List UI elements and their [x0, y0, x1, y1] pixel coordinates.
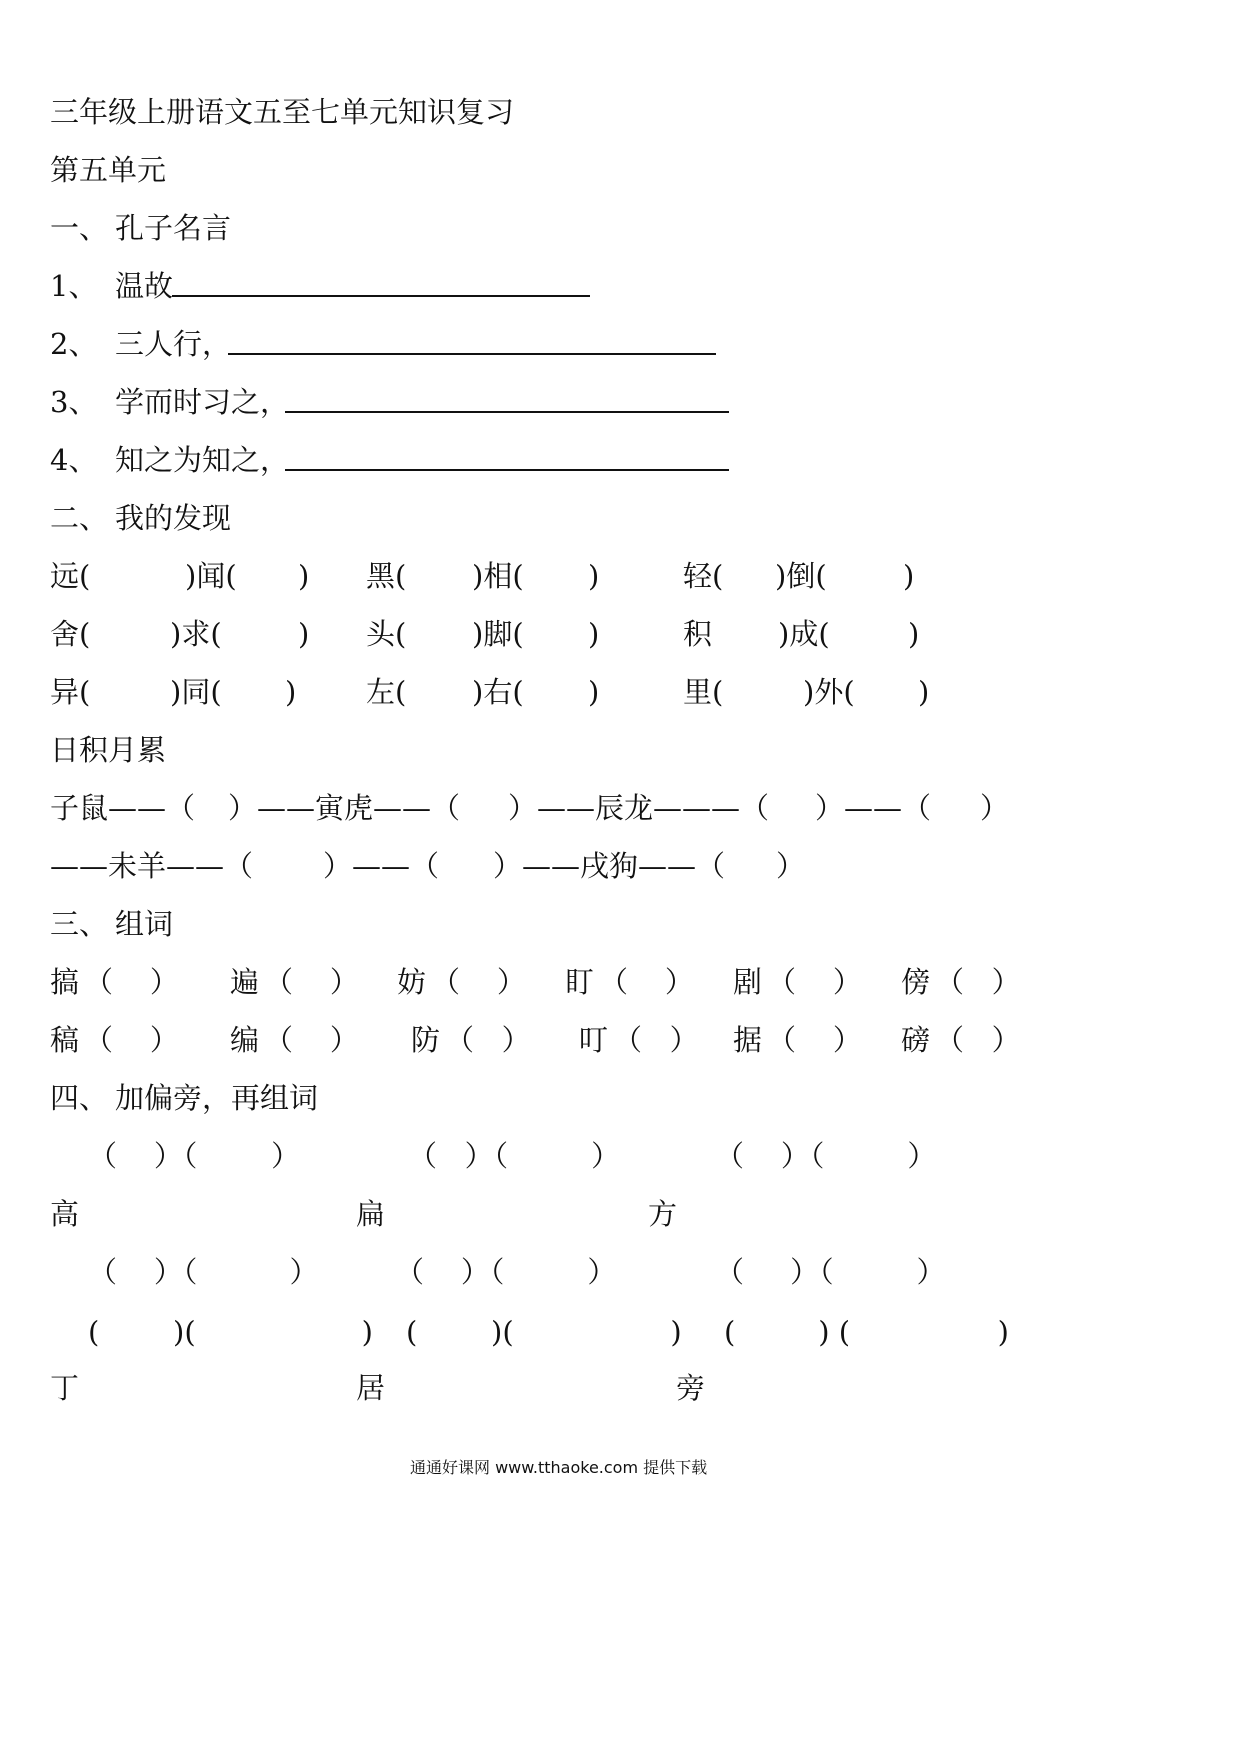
word-char: 编 [230, 1023, 260, 1057]
discover-cell: ) [588, 559, 600, 593]
discover-cell: 异( [50, 675, 91, 709]
zodiac-segment: ）——辰龙———（ [508, 791, 770, 825]
quote-4-text: 知之为知之， [115, 443, 290, 477]
discover-cell: ) [918, 675, 930, 709]
word-paren[interactable]: （ ） [264, 965, 359, 999]
discover-cell: ) [298, 559, 310, 593]
discover-cell: ) [285, 675, 297, 709]
quote-2-text: 三人行， [115, 327, 232, 361]
word-char: 妨 [397, 965, 427, 999]
footer-credit: 通通好课网 www.tthaoke.com 提供下载 [410, 1458, 708, 1477]
radical-char: 方 [648, 1197, 678, 1231]
word-paren[interactable]: （ ） [935, 965, 1021, 999]
word-char: 稿 [50, 1023, 80, 1057]
word-char: 傍 [901, 965, 931, 999]
radical-paren[interactable]: ( ) ( ) [724, 1315, 1009, 1349]
section-4-label: 四、 [50, 1081, 109, 1115]
radical-char: 扁 [356, 1197, 386, 1231]
quote-3-blank[interactable] [285, 411, 729, 413]
radical-char: 居 [356, 1371, 386, 1405]
discover-cell: )右( [472, 675, 524, 709]
discover-cell: ) [298, 617, 310, 651]
zodiac-segment: ） [776, 849, 806, 883]
word-char: 叮 [579, 1023, 609, 1057]
daily-heading: 日积月累 [50, 733, 167, 767]
zodiac-segment: ）——（ [815, 791, 932, 825]
section-1-label: 一、 [50, 211, 109, 245]
zodiac-segment: ） [980, 791, 1010, 825]
radical-paren[interactable]: （ ）（ ） [88, 1139, 301, 1173]
word-char: 据 [733, 1023, 763, 1057]
word-paren[interactable]: （ ） [599, 965, 694, 999]
discover-cell: 舍( [50, 617, 91, 651]
radical-paren[interactable]: ( )( ) [88, 1315, 373, 1349]
discover-cell: ) [908, 617, 920, 651]
word-paren[interactable]: （ ） [431, 965, 526, 999]
discover-cell: 左( [366, 675, 407, 709]
discover-cell: )同( [170, 675, 222, 709]
word-paren[interactable]: （ ） [445, 1023, 531, 1057]
word-char: 盯 [565, 965, 595, 999]
section-1-heading: 孔子名言 [115, 211, 232, 245]
discover-cell: )外( [803, 675, 855, 709]
section-4-heading: 加偏旁，再组词 [115, 1081, 319, 1115]
zodiac-segment: ）——寅虎——（ [228, 791, 461, 825]
discover-cell: 里( [683, 675, 724, 709]
section-3-heading: 组词 [115, 907, 174, 941]
radical-paren[interactable]: （ ）（ ） [395, 1255, 617, 1289]
zodiac-segment: ）——（ [323, 849, 440, 883]
radical-char: 高 [50, 1197, 80, 1231]
radical-paren[interactable]: （ ）（ ） [88, 1255, 319, 1289]
discover-cell: 远( [50, 559, 91, 593]
section-3-label: 三、 [50, 907, 109, 941]
quote-2-number: 2、 [50, 327, 98, 361]
section-2-heading: 我的发现 [115, 501, 232, 535]
word-paren[interactable]: （ ） [767, 1023, 862, 1057]
discover-cell: )相( [472, 559, 524, 593]
discover-cell: )成( [778, 617, 830, 651]
radical-paren[interactable]: （ ）（ ） [715, 1139, 937, 1173]
zodiac-segment: ）——戌狗——（ [493, 849, 726, 883]
word-char: 磅 [901, 1023, 931, 1057]
section-2-label: 二、 [50, 501, 109, 535]
word-paren[interactable]: （ ） [613, 1023, 699, 1057]
word-paren[interactable]: （ ） [767, 965, 862, 999]
quote-4-blank[interactable] [285, 469, 729, 471]
word-char: 搞 [50, 965, 80, 999]
discover-cell: )闻( [185, 559, 237, 593]
word-paren[interactable]: （ ） [84, 1023, 179, 1057]
discover-cell: )倒( [775, 559, 827, 593]
discover-cell: 头( [366, 617, 407, 651]
radical-paren[interactable]: （ ）（ ） [715, 1255, 946, 1289]
page-title: 三年级上册语文五至七单元知识复习 [50, 95, 515, 129]
radical-char: 丁 [50, 1371, 80, 1405]
discover-cell: )脚( [472, 617, 524, 651]
discover-cell: 轻( [683, 559, 724, 593]
discover-cell: 黑( [366, 559, 407, 593]
quote-1-text: 温故 [115, 269, 174, 303]
quote-1-number: 1、 [50, 269, 98, 303]
quote-3-number: 3、 [50, 385, 98, 419]
discover-cell: ) [588, 617, 600, 651]
radical-char: 旁 [676, 1371, 706, 1405]
zodiac-segment: ——未羊——（ [50, 849, 254, 883]
discover-cell: ) [903, 559, 915, 593]
word-paren[interactable]: （ ） [84, 965, 179, 999]
discover-cell: )求( [170, 617, 222, 651]
word-char: 遍 [230, 965, 260, 999]
word-char: 防 [411, 1023, 441, 1057]
discover-cell: 积 [683, 617, 713, 651]
quote-1-blank[interactable] [172, 295, 590, 297]
zodiac-segment: 子鼠——（ [50, 791, 196, 825]
word-paren[interactable]: （ ） [935, 1023, 1021, 1057]
discover-cell: ) [588, 675, 600, 709]
quote-3-text: 学而时习之， [115, 385, 290, 419]
unit-heading: 第五单元 [50, 153, 167, 187]
word-paren[interactable]: （ ） [264, 1023, 359, 1057]
quote-2-blank[interactable] [228, 353, 716, 355]
quote-4-number: 4、 [50, 443, 98, 477]
word-char: 剧 [733, 965, 763, 999]
radical-paren[interactable]: ( )( ) [406, 1315, 682, 1349]
radical-paren[interactable]: （ ）（ ） [408, 1139, 621, 1173]
